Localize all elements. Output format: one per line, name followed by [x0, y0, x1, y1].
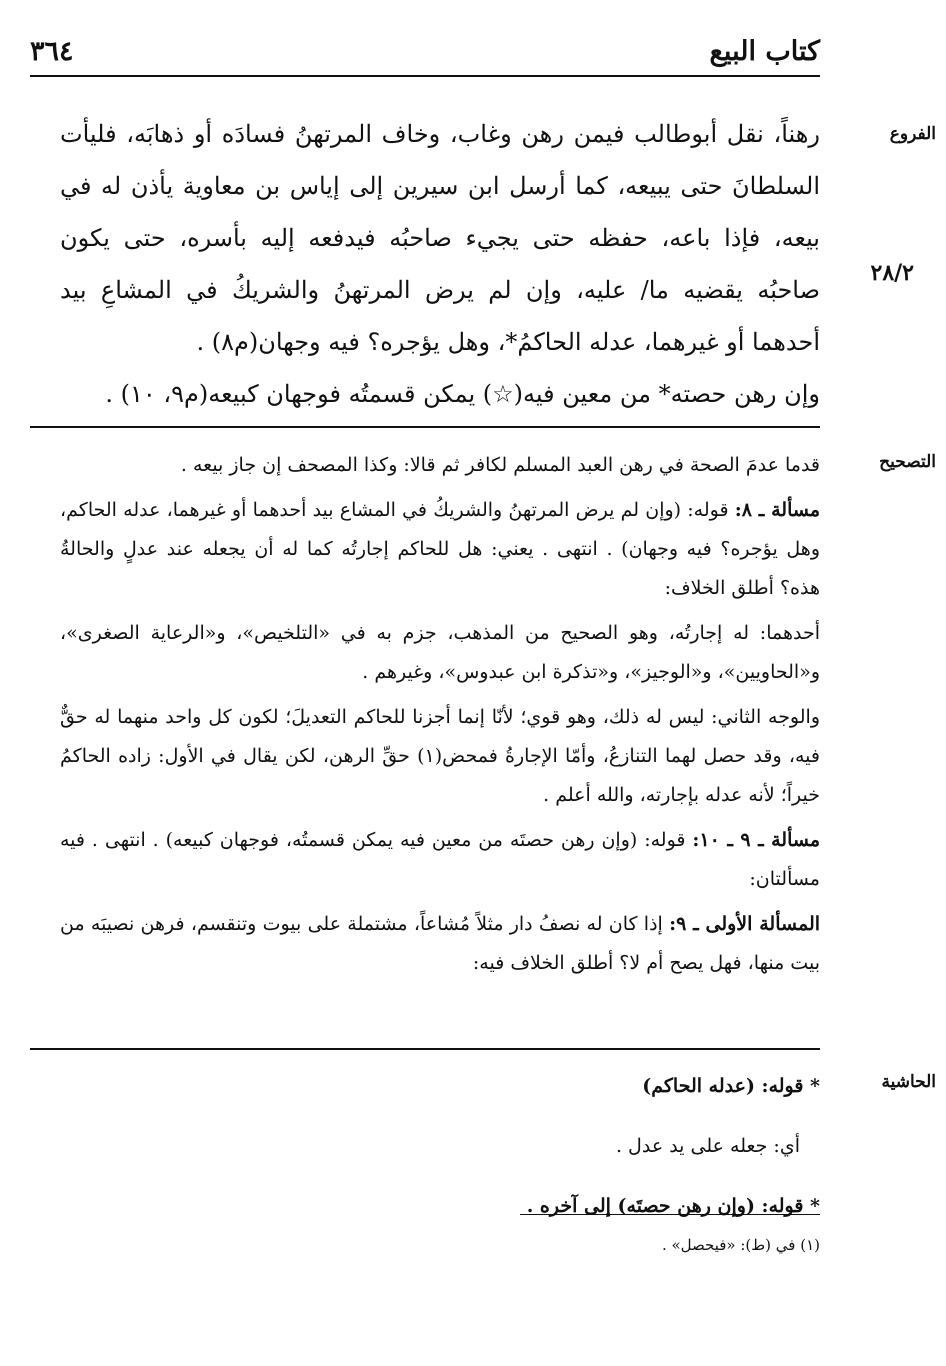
furu-text: [60, 108, 820, 420]
tashih-paragraph: [60, 446, 820, 485]
running-header: [30, 36, 820, 72]
header-rule: [30, 75, 820, 77]
issue-heading: المسألة الأولى ـ ٩:: [669, 913, 821, 935]
issue-heading: مسألة ـ ٨:: [734, 499, 821, 521]
furu-paragraph: وإن رهن حصته* من معين فيه(☆) يمكن قسمتُه فوجهان كبيعه(م٩، ١٠) .: [105, 380, 820, 408]
tashih-paragraph: [60, 821, 820, 899]
tashih-text: [60, 446, 820, 989]
page-number: ٣٦٤: [30, 36, 74, 67]
volume-page-reference: ٢٨/٢: [870, 260, 914, 286]
chapter-title: كتاب البيع: [709, 36, 820, 67]
section-rule-1: [30, 426, 820, 428]
issue-heading: مسألة ـ ٩ ـ ١٠:: [692, 829, 821, 851]
tashih-p4: والوجه الثاني: ليس له ذلك، وهو قوي؛ لأنّا إنما أجزنا للحاكم التعديلَ؛ لكون كل واحد منهما له حقٌّ فيه، وقد حصل لهما التنازعُ، وأمّا الإجارةُ فمحض(١) حقِّ الرهن، لكن يقال في الأول: زاده الحاكمُ خيراً؛ لأنه عدله بإجارته، والله أعلم .: [60, 706, 820, 806]
tashih-p1: قدما عدمَ الصحة في رهن العبد المسلم لكافر ثم قالا: وكذا المصحف إن جاز بيعه .: [180, 454, 820, 476]
footnote: (١) في (ط): «فيحصل» .: [661, 1236, 820, 1254]
hashiya-heading: * قوله: (وإن رهن حصتَه) إلى آخره .: [526, 1195, 820, 1217]
section-rule-2: [30, 1048, 820, 1050]
furu-paragraph: رهناً، نقل أبوطالب فيمن رهن وغاب، وخاف المرتهنُ فسادَه أو ذهابَه، فليأت السلطانَ حتى يبيعه، كما أرسل ابن سيرين إلى إياس بن معاوية يأذن له في بيعه، فإذا باعه، حفظه حتى يجيء صاحبُه فيدفعه إليه بأسره، حتى يكون صاحبُه يقضيه ما/ عليه، وإن لم يرض المرتهنُ والشريكُ في المشاعِ بيد أحدهما أو غيرهما، عدله الحاكمُ*، وهل يؤجره؟ فيه وجهان(م٨) .: [60, 120, 820, 356]
tashih-p2: قوله: (وإن لم يرض المرتهنُ والشريكُ في المشاع بيد أحدهما أو غيرهما، عدله الحاكم، وهل يؤجره؟ فيه وجهان) . انتهى . يعني: هل للحاكم إجارتُه كما له أن يجعله عند عدلٍ والحالةُ هذه؟ أطلق الخلاف:: [60, 499, 820, 599]
tashih-p3: أحدهما: له إجارتُه، وهو الصحيح من المذهب، جزم به في «التلخيص»، و«الرعاية الصغرى»، و«الحاويين»، و«الوجيز»، و«تذكرة ابن عبدوس»، وغيرهم .: [60, 622, 820, 683]
tashih-paragraph: [60, 614, 820, 692]
section-label-furu: الفروع: [889, 124, 936, 144]
footnote-rule: [520, 1214, 820, 1215]
hashiya-paragraph: أي: جعله على يد عدل .: [615, 1135, 800, 1157]
tashih-p6: إذا كان له نصفُ دار مثلاً مُشاعاً، مشتملة على بيوت وتنقسم، فرهن نصيبَه من بيت منها، فهل يصح أم لا؟ أطلق الخلاف فيه:: [60, 913, 820, 974]
section-label-tashih: التصحيح: [879, 452, 936, 472]
tashih-paragraph: [60, 491, 820, 608]
tashih-paragraph: [60, 698, 820, 815]
section-label-hashiya: الحاشية: [881, 1072, 936, 1092]
tashih-paragraph: [60, 905, 820, 983]
hashiya-text: [60, 1066, 820, 1246]
hashiya-heading: * قوله: (عدله الحاكم): [642, 1075, 820, 1097]
tashih-p5: قوله: (وإن رهن حصتَه من معين فيه يمكن قسمتُه، فوجهان كبيعه) . انتهى . فيه مسألتان:: [60, 829, 820, 890]
